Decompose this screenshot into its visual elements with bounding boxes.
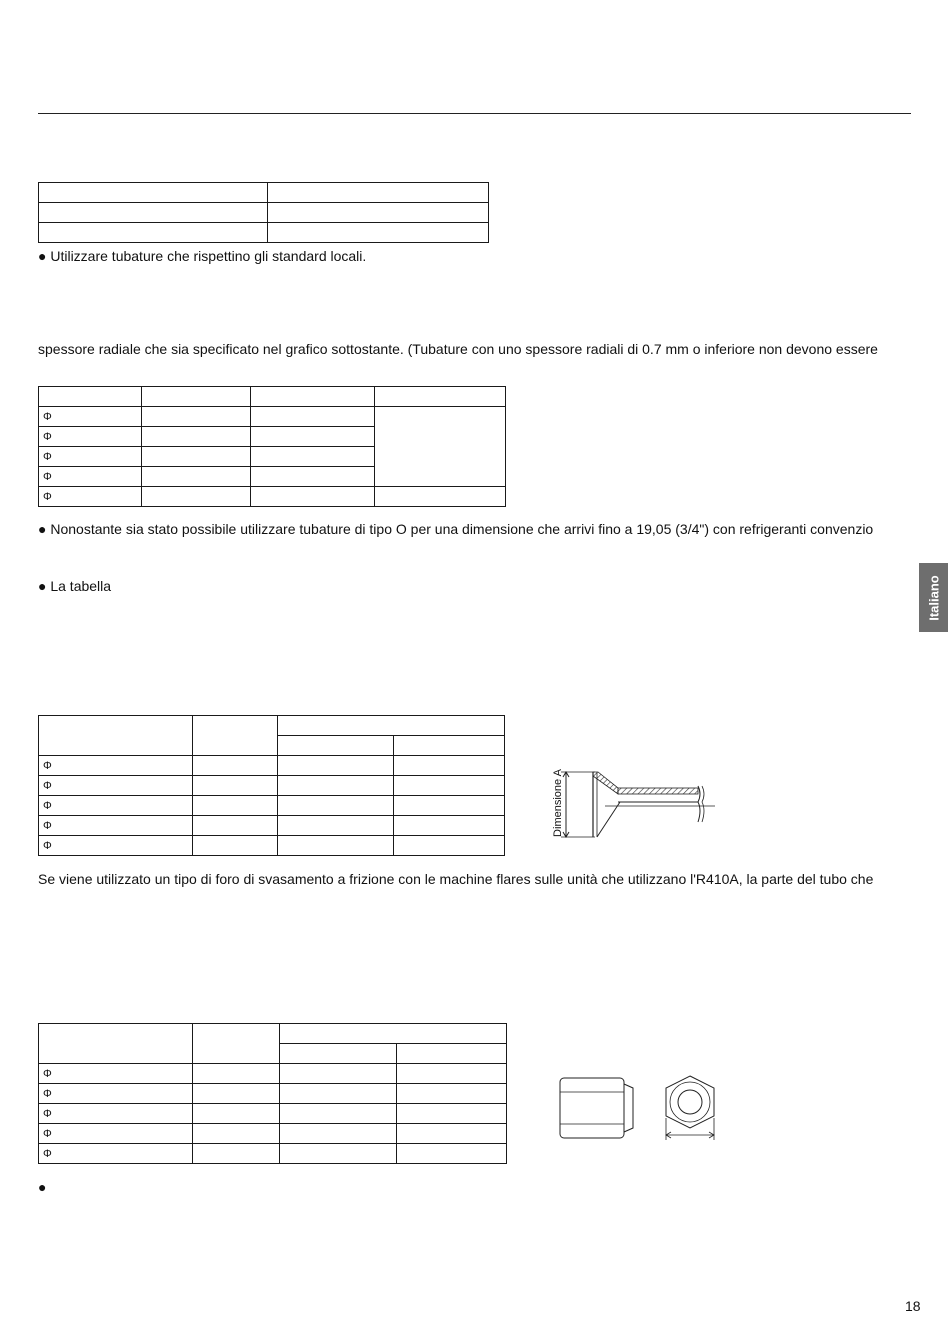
table-cell [394,776,505,796]
table-cell [193,1124,280,1144]
table-cell [142,447,251,467]
table-cell [251,387,375,407]
flare-nut-table [38,1023,507,1164]
table-cell [280,1024,507,1044]
table-cell-merged [375,407,506,487]
table-cell [142,427,251,447]
table-cell [394,756,505,776]
table-cell [193,796,278,816]
table-cell [193,716,278,756]
table-cell [280,1144,397,1164]
table-cell [397,1084,507,1104]
table-cell: Φ [39,1064,193,1084]
table-cell [268,203,489,223]
table-cell [394,736,505,756]
table-cell: Φ [39,467,142,487]
table-cell [394,836,505,856]
table-cell: Φ [39,1124,193,1144]
table-cell: Φ [39,1144,193,1164]
table-cell [251,447,375,467]
table-cell: Φ [39,796,193,816]
flare-tool-paragraph: Se viene utilizzato un tipo di foro di svasamento a frizione con le machine flares sulle unità che utilizzano l'R410A, la parte del tubo che [38,871,874,887]
radial-thickness-paragraph: spessore radiale che sia specificato nel grafico sottostante. (Tubature con uno spessore radiali di 0.7 mm o inferiore non devono essere [38,341,878,357]
flare-dimension-table [38,715,505,856]
table-cell [280,1064,397,1084]
table-cell [278,816,394,836]
table-cell [251,407,375,427]
table-cell [193,1024,280,1064]
table-note: ● La tabella [38,578,112,594]
table-cell [375,487,506,507]
table-cell [193,756,278,776]
table-cell [397,1104,507,1124]
table-cell [280,1044,397,1064]
table-cell [39,1024,193,1064]
table-cell [280,1124,397,1144]
table-cell [251,487,375,507]
table-cell [193,1064,280,1084]
table-cell [278,736,394,756]
table-cell [278,756,394,776]
table-cell [39,223,268,243]
note-local-standards: ● Utilizzare tubature che rispettino gli standard locali. [38,248,367,264]
table-cell: Φ [39,776,193,796]
table-cell [39,716,193,756]
flare-nut-diagram [555,1070,725,1140]
table-cell [193,1084,280,1104]
table-cell [278,796,394,816]
table-cell: Φ [39,1104,193,1124]
table-cell: Φ [39,427,142,447]
flare-dimension-label: Dimensione A [552,769,564,837]
table-cell [397,1144,507,1164]
table-cell [193,1104,280,1124]
table-cell [268,223,489,243]
table-cell: Φ [39,487,142,507]
table-cell [39,183,268,203]
table-cell: Φ [39,756,193,776]
table-cell [193,776,278,796]
table-cell [39,203,268,223]
table-cell: Φ [39,447,142,467]
flare-diagram [545,762,725,842]
table-cell [142,487,251,507]
pipe-table-1 [38,182,489,243]
table-cell [193,836,278,856]
table-cell [193,816,278,836]
table-cell [193,1144,280,1164]
table-cell [39,387,142,407]
table-cell: Φ [39,816,193,836]
table-cell [142,467,251,487]
table-cell [251,427,375,447]
table-cell [278,716,505,736]
pipe-thickness-table [38,386,506,507]
table-cell [280,1084,397,1104]
table-cell [278,776,394,796]
table-cell [278,836,394,856]
language-tab[interactable]: Italiano [919,563,948,632]
table-cell: Φ [39,1084,193,1104]
table-cell [375,387,506,407]
table-cell [394,816,505,836]
page-number: 18 [905,1298,921,1314]
table-cell [142,387,251,407]
table-cell [397,1124,507,1144]
bullet-note: ● [38,1179,47,1195]
table-cell: Φ [39,836,193,856]
o-type-note: ● Nonostante sia stato possibile utilizzare tubature di tipo O per una dimensione che arrivi fino a 19,05 (3/4") con refrigeranti convenzio [38,521,874,537]
table-cell [280,1104,397,1124]
table-cell: Φ [39,407,142,427]
table-cell [268,183,489,203]
table-cell [397,1064,507,1084]
table-cell [397,1044,507,1064]
table-cell [394,796,505,816]
header-rule [38,113,911,114]
table-cell [142,407,251,427]
table-cell [251,467,375,487]
